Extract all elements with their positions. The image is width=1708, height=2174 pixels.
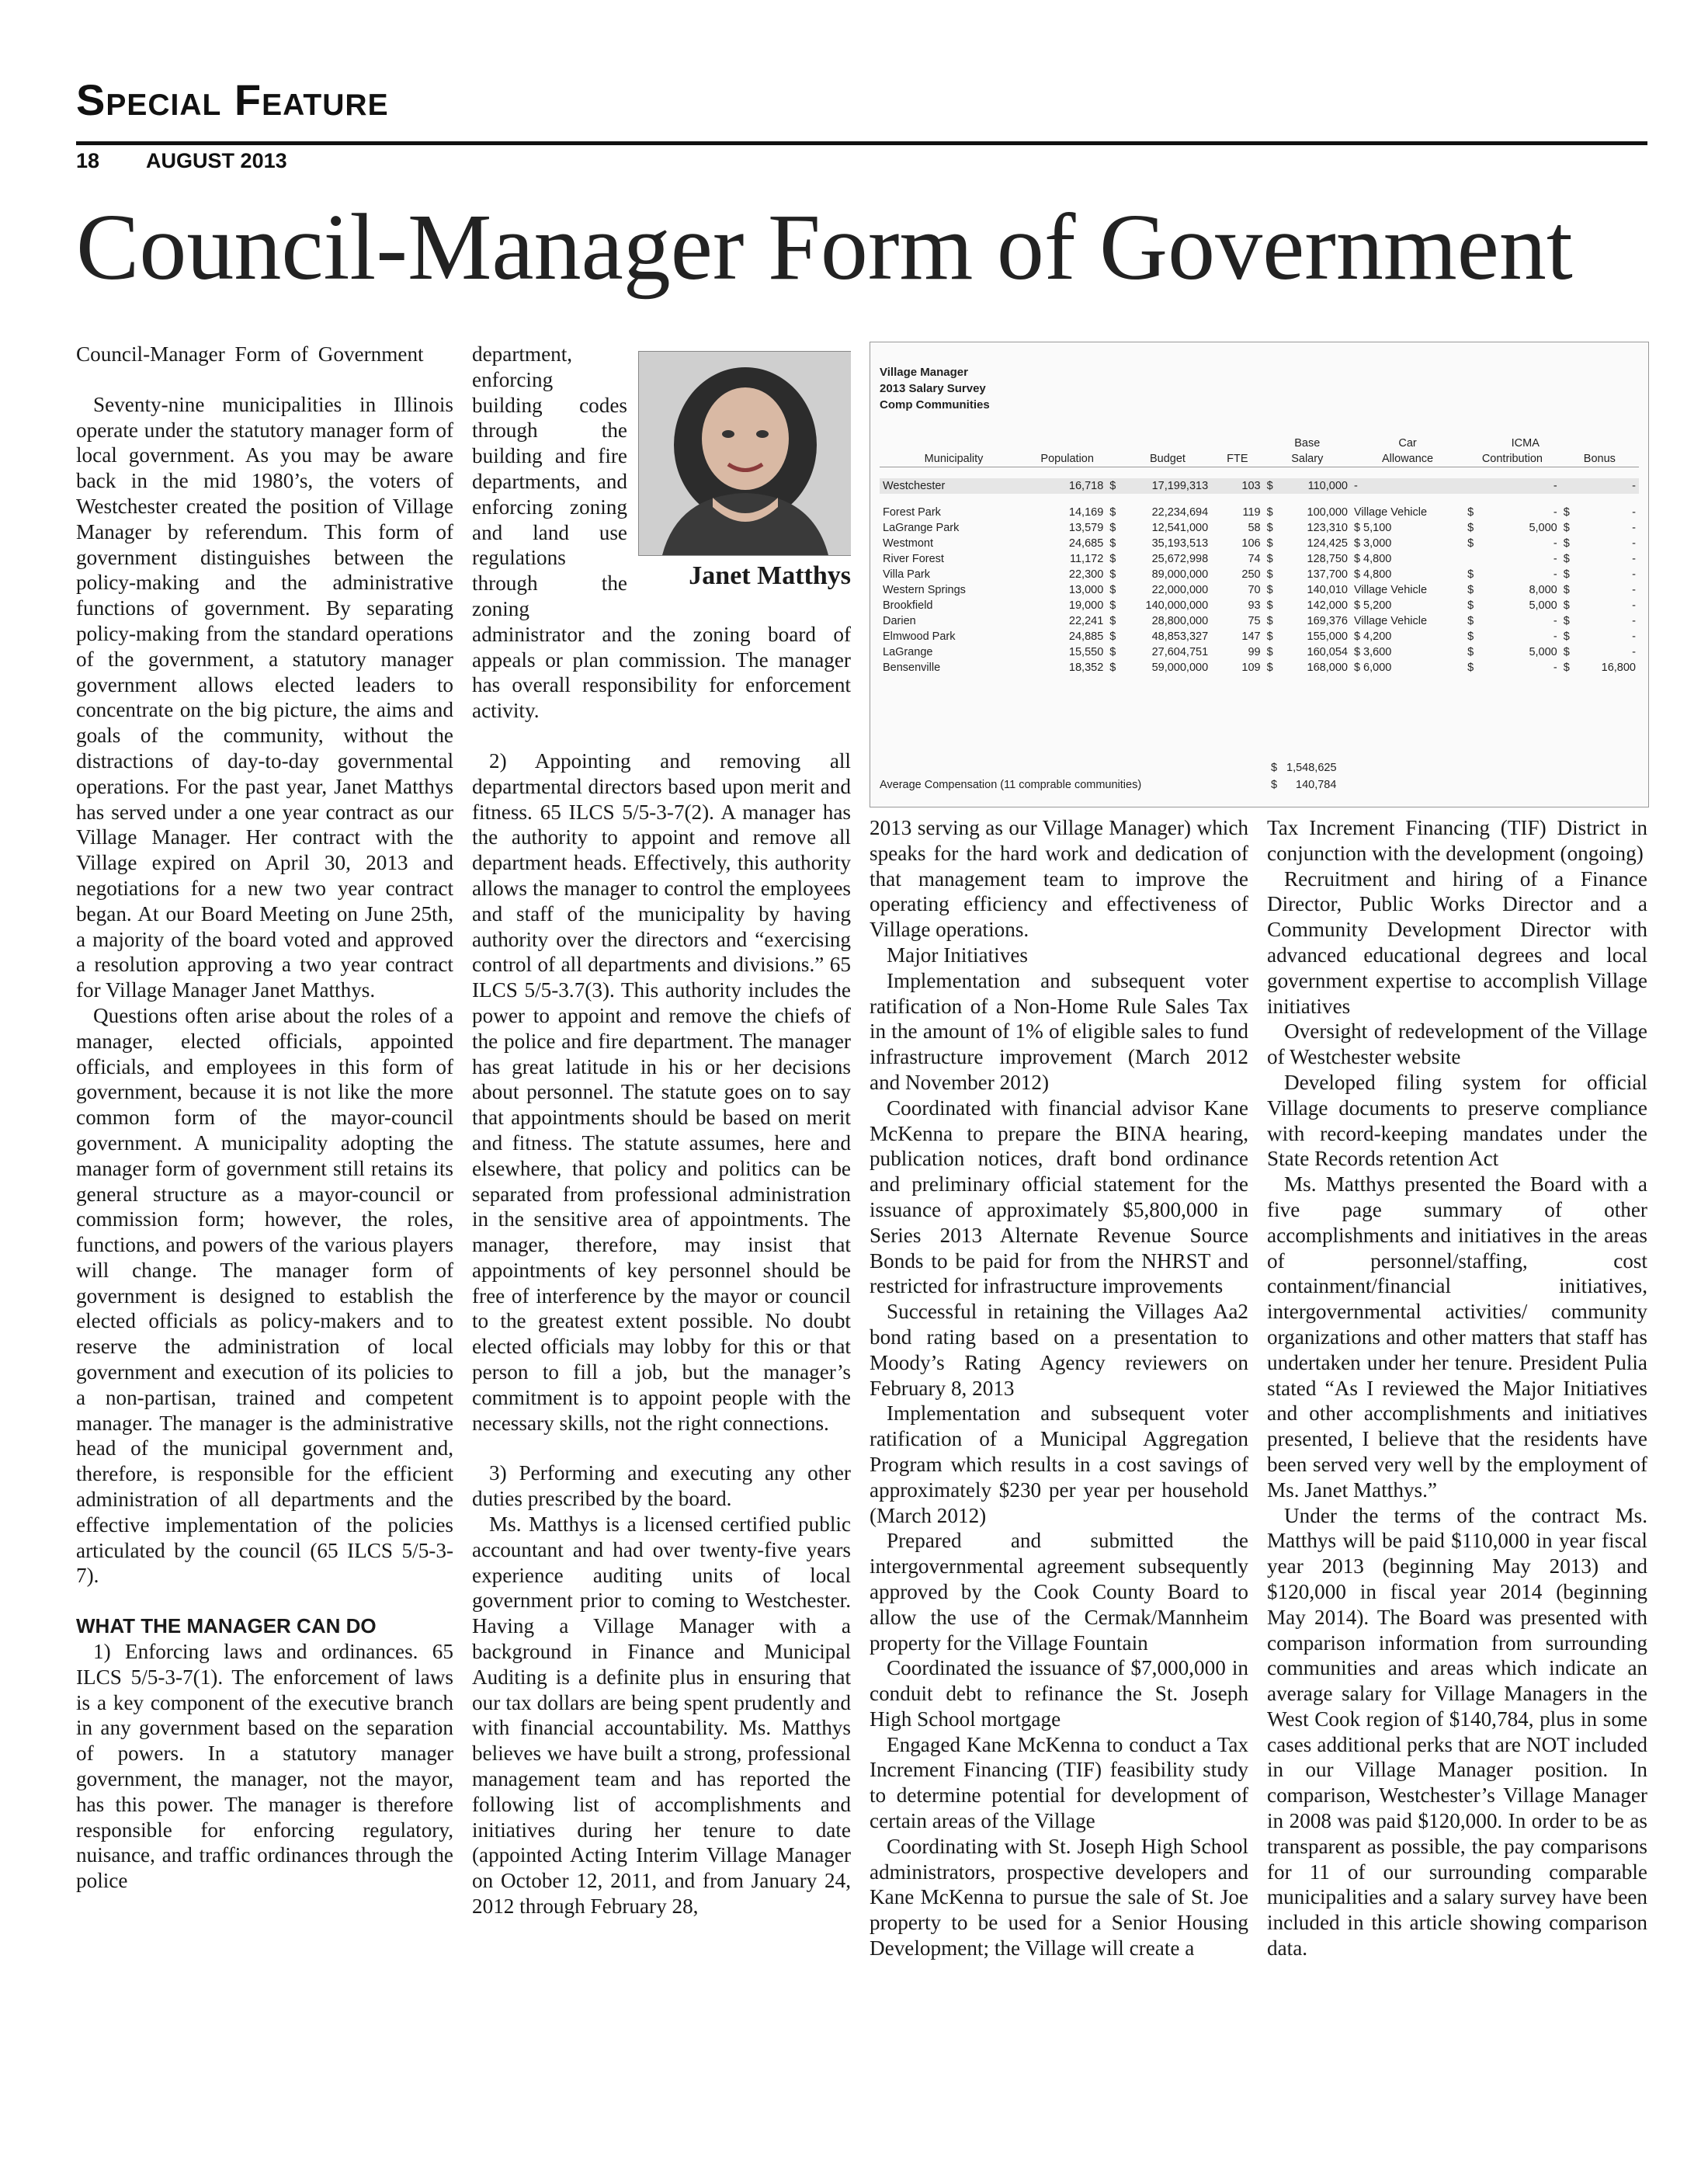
table-cell: 123,310	[1307, 522, 1348, 534]
table-row	[880, 598, 1639, 613]
table-cell: $	[1266, 599, 1273, 612]
table-total: 1,548,625	[1286, 762, 1337, 774]
table-cell: 14,169	[1068, 506, 1104, 519]
table-cell: $ 5,200	[1353, 599, 1392, 612]
table-cell: -	[1491, 478, 1560, 494]
table-cell: Village Vehicle	[1353, 506, 1428, 519]
table-row	[880, 536, 1639, 551]
table-cell: $	[1264, 478, 1283, 494]
table-cell	[1464, 478, 1491, 494]
table-cell: $	[1266, 615, 1273, 627]
table-cell: 128,750	[1307, 553, 1348, 565]
table-header-row: Municipality Population Budget FTE Salary Allowance Contribution Bonus	[880, 451, 1639, 467]
table-cell: $	[1563, 553, 1570, 565]
article-paragraph: Ms. Matthys is a licensed certified public accountant and had over twenty-five years experience auditing units of local government prior to coming to Westchester. Having a Village Manager with a background in Finance and Municipal Auditing is a definite plus in ensuring that our tax dollars are being spent prudently and with financial accountability. Ms. Matthys believes we have built a strong, professional management team and has reported the following list of accomplishments and initiatives during her tenure to date (appointed Acting Interim Village Manager on October 12, 2011, and from January 24, 2012 through February 28,	[472, 1512, 851, 1919]
table-cell: $	[1467, 630, 1474, 643]
table-cell: 13,000	[1068, 584, 1104, 596]
table-cell: 59,000,000	[1151, 662, 1209, 674]
table-cell: Westmont	[883, 537, 934, 550]
table-cell: LaGrange Park	[883, 522, 960, 534]
table-cell: -	[1632, 599, 1636, 612]
table-cell: $	[1109, 522, 1116, 534]
table-cell: 250	[1241, 568, 1261, 581]
table-cell: $	[1266, 537, 1273, 550]
table-cell: $	[1109, 646, 1116, 658]
table-cell: 12,541,000	[1151, 522, 1209, 534]
table-cell: Western Springs	[883, 584, 966, 596]
table-cell: 147	[1241, 630, 1261, 643]
table-cell: $	[1467, 662, 1474, 674]
table-cell: -	[1632, 537, 1636, 550]
table-row	[880, 660, 1639, 675]
table-cell: 15,550	[1068, 646, 1104, 658]
table-cell	[1464, 551, 1491, 567]
table-cell: -	[1632, 522, 1636, 534]
table-cell: -	[1586, 478, 1639, 494]
table-cell: $	[1266, 522, 1273, 534]
article-paragraph: Major Initiatives	[887, 943, 1028, 967]
table-cell: 119	[1242, 506, 1261, 519]
table-row	[880, 505, 1639, 520]
table-cell: Darien	[883, 615, 916, 627]
table-cell: 70	[1248, 584, 1261, 596]
article-paragraph: Tax Increment Financing (TIF) District in conjunction with the development (ongoing)	[1267, 816, 1647, 865]
table-cell: $	[1109, 615, 1116, 627]
table-cell: 109	[1241, 662, 1261, 674]
table-cell: -	[1553, 662, 1557, 674]
table-cell: -	[1632, 584, 1636, 596]
article-column-1	[76, 342, 453, 2151]
table-cell: $	[1563, 522, 1570, 534]
table-cell: 100,000	[1307, 506, 1348, 519]
table-total-currency: $	[1271, 762, 1278, 774]
table-cell: 16,718	[1028, 478, 1106, 494]
table-cell: Brookfield	[883, 599, 933, 612]
article-paragraph: Recruitment and hiring of a Finance Director, Public Works Director and a Community Development Director with advanced educational degrees and local government expertise to accomplish Village initiatives	[1267, 866, 1647, 1018]
article-paragraph: Seventy-nine municipalities in Illinois operate under the statutory manager form of local government. As you may be aware back in the mid 1980’s, the voters of Westchester created the position of Village Manager by referendum. This form of government distinguishes between the policy-making and the administrative functions of government. By separating policy-making from the standard operations of the government, a statutory manager government allows elected leaders to concentrate on the big picture, the aims and goals of the community, without the distractions of day-to-day governmental operations. For the past year, Janet Matthys has served under a one year contract as our Village Manager. Her contract with the Village expired on April 30, 2013 and negotiations for a new two year contract began. At our Board Meeting on June 25th, a majority of the board voted and approved a resolution approving a two year contract for Village Manager Janet Matthys.	[76, 392, 453, 1002]
table-row	[880, 551, 1639, 567]
table-row	[880, 520, 1639, 536]
table-cell: 19,000	[1068, 599, 1104, 612]
table-cell: -	[1553, 630, 1557, 643]
table-cell: 169,376	[1307, 615, 1348, 627]
article-paragraph: Successful in retaining the Villages Aa2 bond rating based on a presentation to Moody’s Rating Agency reviewers on February 8, 2013	[870, 1300, 1248, 1400]
table-cell: 89,000,000	[1151, 568, 1209, 581]
table-cell: $	[1563, 568, 1570, 581]
table-cell: 106	[1241, 537, 1261, 550]
table-cell: 140,010	[1307, 584, 1348, 596]
table-cell: $	[1109, 568, 1116, 581]
header-rule	[76, 141, 1647, 145]
table-cell: 27,604,751	[1151, 646, 1209, 658]
article-paragraph: Ms. Matthys presented the Board with a five page summary of other accomplishments and initiatives in the areas of personnel/staffing, cost containment/financial initiatives, intergovernmental activities/ community organizations and other matters that staff has undertaken under her tenure. President Pulia stated “As I reviewed the Major Initiatives and other accomplishments and initiatives presented, I believe that the residents have been served very well by the employment of Ms. Janet Matthys.”	[1267, 1172, 1647, 1502]
table-cell: $	[1266, 584, 1273, 596]
table-row	[880, 629, 1639, 644]
table-row	[880, 582, 1639, 598]
table-cell: $	[1109, 599, 1116, 612]
table-row	[880, 644, 1639, 660]
table-cell: Forest Park	[883, 506, 941, 519]
table-cell: 75	[1248, 615, 1261, 627]
table-cell: $ 3,600	[1353, 646, 1392, 658]
table-cell: 18,352	[1068, 662, 1104, 674]
table-cell: Bensenville	[883, 662, 941, 674]
table-cell: 8,000	[1529, 584, 1557, 596]
table-cell: $	[1467, 599, 1474, 612]
article-paragraph: 2) Appointing and removing all departmental directors based upon merit and fitness. 65 ILCS 5/5-3-7(2). A manager has the authority to appoint and remove all department heads. Effectively, this authority allows the manager to control the employees and staff of the municipality by having authority over the directors and “exercising control of all departments and divisions.” 65 ILCS 5/5-3.7(3). This authority includes the power to appoint and remove the chiefs of the police and fire department. The manager has great latitude in his or her decisions about personnel. The statute goes on to say that appointments should be based on merit and fitness. The statute assumes, here and elsewhere, that policy and politics can be separated from professional administration in the sensitive area of appointments. The manager, therefore, may insist that appointments of key personnel should be free of interference by the mayor or council to the greatest extent possible. No doubt elected officials may lobby for this or that person to fill a job, but the manager’s commitment is to appoint people with the necessary skills, not the right connections.	[472, 748, 851, 1435]
table-cell: $	[1563, 537, 1570, 550]
section-heading: WHAT THE MANAGER CAN DO	[76, 1614, 377, 1638]
table-cell: 5,000	[1529, 646, 1557, 658]
article-paragraph: department, enforcing building codes through the building and fire departments, and enforcing zoning and land use regulations through the zoning administrator and the zoning board of appeals or plan commission. The manager has overall responsibility for enforcement activity.	[472, 342, 851, 723]
table-cell: Westchester	[880, 478, 1028, 494]
table-cell: $	[1109, 553, 1116, 565]
table-cell: -	[1553, 553, 1557, 565]
table-cell: $	[1563, 506, 1570, 519]
table-cell: $	[1109, 662, 1116, 674]
article-paragraph: Coordinating with St. Joseph High School administrators, prospective developers and Kane McKenna to pursue the sale of St. Joe property to be used for a Senior Housing Development; the Village will create a	[870, 1834, 1248, 1960]
table-cell: $ 5,100	[1353, 522, 1392, 534]
article-paragraph: Prepared and submitted the intergovernmental agreement subsequently approved by the Cook County Board to allow the use of the Cermak/Mannheim property for the Village Fountain	[870, 1529, 1248, 1655]
table-cell: 103	[1211, 478, 1263, 494]
table-cell: -	[1632, 506, 1636, 519]
table-cell: 93	[1248, 599, 1261, 612]
table-cell: 58	[1248, 522, 1261, 534]
table-cell: 17,199,313	[1124, 478, 1211, 494]
table-cell: $	[1109, 584, 1116, 596]
table-cell: 22,234,694	[1151, 506, 1209, 519]
table-cell: $	[1109, 537, 1116, 550]
table-cell: $	[1266, 553, 1273, 565]
folio	[76, 149, 334, 173]
table-cell: 5,000	[1529, 522, 1557, 534]
table-cell: $	[1467, 646, 1474, 658]
article-column-2	[472, 342, 851, 2151]
article-paragraph: Engaged Kane McKenna to conduct a Tax Increment Financing (TIF) feasibility study to determine potential for development of certain areas of the Village	[870, 1732, 1248, 1833]
salary-survey-table	[870, 342, 1649, 807]
table-cell: 142,000	[1307, 599, 1348, 612]
table-cell: 35,193,513	[1151, 537, 1209, 550]
table-cell: -	[1351, 478, 1464, 494]
article-headline: Council-Manager Form of Government	[76, 195, 1573, 300]
table-cell: River Forest	[883, 553, 944, 565]
table-cell: -	[1632, 630, 1636, 643]
table-cell: $	[1266, 568, 1273, 581]
salary-table-grid	[880, 436, 1639, 675]
table-average-currency: $	[1271, 779, 1278, 791]
table-cell: $	[1563, 662, 1570, 674]
table-cell: 13,579	[1068, 522, 1104, 534]
table-average: 140,784	[1296, 779, 1337, 791]
table-cell: LaGrange	[883, 646, 933, 658]
table-cell: 28,800,000	[1151, 615, 1209, 627]
table-cell: 22,241	[1068, 615, 1104, 627]
table-cell: $	[1563, 646, 1570, 658]
table-title: Village Manager 2013 Salary Survey Comp Communities	[880, 366, 990, 412]
table-cell: 155,000	[1307, 630, 1348, 643]
article-paragraph: Coordinated the issuance of $7,000,000 in conduit debt to refinance the St. Joseph High School mortgage	[870, 1656, 1248, 1731]
table-cell: 74	[1248, 553, 1261, 565]
table-cell: 48,853,327	[1151, 630, 1209, 643]
table-cell: $ 6,000	[1353, 662, 1392, 674]
portrait-image	[638, 351, 851, 556]
table-cell: $	[1467, 506, 1474, 519]
table-cell: $ 4,800	[1353, 553, 1392, 565]
table-cell: 99	[1248, 646, 1261, 658]
table-cell: $	[1467, 615, 1474, 627]
table-cell: -	[1632, 553, 1636, 565]
article-paragraph: Coordinated with financial advisor Kane McKenna to prepare the BINA hearing, publication notices, draft bond ordinance and preliminary official statement for the issuance of approximately $5,800,000 in Series 2013 Alternate Revenue Source Bonds to be paid for from the NHRST and restricted for infrastructure improvements	[870, 1096, 1248, 1298]
article-column-4	[1267, 815, 1647, 2151]
table-cell: 16,800	[1601, 662, 1636, 674]
table-cell: 22,300	[1068, 568, 1104, 581]
table-cell: -	[1553, 568, 1557, 581]
table-row-westchester	[880, 478, 1639, 494]
table-row	[880, 567, 1639, 582]
table-cell: -	[1632, 568, 1636, 581]
section-kicker: Special Feature	[76, 75, 389, 124]
table-cell: $ 4,800	[1353, 568, 1392, 581]
issue-date: AUGUST 2013	[146, 149, 287, 172]
article-paragraph: 3) Performing and executing any other duties prescribed by the board.	[472, 1461, 851, 1511]
table-cell: $	[1563, 599, 1570, 612]
table-cell: $	[1563, 584, 1570, 596]
table-cell: 5,000	[1529, 599, 1557, 612]
article-paragraph: 1) Enforcing laws and ordinances. 65 ILCS 5/5-3-7(1). The enforcement of laws is a key component of the executive branch in any government based on the separation of powers. In a statutory manager government, the manager, not the mayor, has this power. The manager is therefore responsible for enforcing regulatory, nuisance, and traffic ordinances through the police	[76, 1640, 453, 1893]
table-cell: 160,054	[1307, 646, 1348, 658]
table-header-top: Base Car ICMA	[1294, 437, 1540, 450]
table-cell: Elmwood Park	[883, 630, 956, 643]
table-cell	[1560, 478, 1587, 494]
table-average-label: Average Compensation (11 comprable communities)	[880, 779, 1142, 791]
page-number: 18	[76, 149, 100, 172]
portrait-photo	[638, 351, 851, 599]
table-cell: $	[1266, 662, 1273, 674]
article-paragraph: 2013 serving as our Village Manager) which speaks for the hard work and dedication of that management team to improve the operating efficiency and effectiveness of Village operations.	[870, 816, 1248, 942]
table-cell: $	[1106, 478, 1123, 494]
table-cell: 11,172	[1069, 553, 1104, 565]
table-cell: $	[1563, 630, 1570, 643]
table-cell: 24,885	[1068, 630, 1104, 643]
article-column-3	[870, 815, 1248, 2151]
table-cell: Village Vehicle	[1353, 615, 1428, 627]
table-cell: $ 3,000	[1353, 537, 1392, 550]
table-cell: -	[1553, 537, 1557, 550]
article-paragraph: Under the terms of the contract Ms. Matthys will be paid $110,000 in year fiscal year 2013 (beginning May 2013) and $120,000 in fiscal year 2014 (beginning May 2014). The Board was presented with comparison information from surrounding communities and areas which indicate an average salary for Village Managers in the West Cook region of $140,784, plus in some cases additional perks that are NOT included in our Village Manager position. In comparison, Westchester’s Village Manager in 2008 was paid $120,000. In order to be as transparent as possible, the pay comparisons for 11 of our surrounding comparable municipalities and a salary survey have been included in this article showing comparison data.	[1267, 1503, 1647, 1960]
table-cell: 24,685	[1068, 537, 1104, 550]
table-cell: 124,425	[1307, 537, 1348, 550]
table-cell: $	[1109, 630, 1116, 643]
article-paragraph: Implementation and subsequent voter ratification of a Non-Home Rule Sales Tax in the amount of 1% of eligible sales to fund infrastructure improvement (March 2012 and November 2012)	[870, 968, 1248, 1094]
table-cell: $	[1563, 615, 1570, 627]
table-cell: $	[1266, 646, 1273, 658]
table-cell: $	[1467, 522, 1474, 534]
table-cell: 137,700	[1307, 568, 1348, 581]
article-paragraph: Oversight of redevelopment of the Village of Westchester website	[1267, 1019, 1647, 1069]
article-paragraph: Implementation and subsequent voter ratification of a Municipal Aggregation Program which results in a cost savings of approximately $230 per year per household (March 2012)	[870, 1401, 1248, 1527]
table-cell: -	[1632, 646, 1636, 658]
table-cell: Villa Park	[883, 568, 930, 581]
table-cell: -	[1553, 615, 1557, 627]
table-cell: $	[1467, 568, 1474, 581]
table-row	[880, 613, 1639, 629]
photo-caption: Janet Matthys	[689, 561, 851, 590]
table-cell: Village Vehicle	[1353, 584, 1428, 596]
table-cell: $	[1109, 506, 1116, 519]
article-intro-title: Council-Manager Form of Government	[76, 342, 424, 366]
table-cell: 110,000	[1283, 478, 1351, 494]
table-cell: 25,672,998	[1151, 553, 1209, 565]
table-cell: 140,000,000	[1145, 599, 1209, 612]
table-cell: -	[1632, 615, 1636, 627]
portrait-illustration	[639, 352, 851, 555]
table-cell: $	[1266, 506, 1273, 519]
article-paragraph: Developed filing system for official Village documents to preserve compliance with record-keeping mandates under the State Records retention Act	[1267, 1070, 1647, 1171]
table-cell: $	[1467, 584, 1474, 596]
table-cell: $	[1266, 630, 1273, 643]
table-cell: -	[1553, 506, 1557, 519]
table-cell: $	[1467, 537, 1474, 550]
table-cell: $ 4,200	[1353, 630, 1392, 643]
table-cell: 168,000	[1307, 662, 1348, 674]
table-cell: 22,000,000	[1151, 584, 1209, 596]
article-paragraph: Questions often arise about the roles of a manager, elected officials, appointed officials, and employees in this form of government, because it is not like the more common form of the mayor-council government. A municipality adopting the manager form of government still retains its general structure as a mayor-council or commission form; however, the roles, functions, and powers of the various players will change. The manager form of government is designed to establish the elected officials as policy-makers and to reserve the administration of local government and execution of its policies to a non-partisan, trained and competent manager. The manager is the administrative head of the municipal government and, therefore, is responsible for the efficient administration of all departments and the effective implementation of the policies articulated by the council (65 ILCS 5/5-3-7).	[76, 1003, 453, 1588]
